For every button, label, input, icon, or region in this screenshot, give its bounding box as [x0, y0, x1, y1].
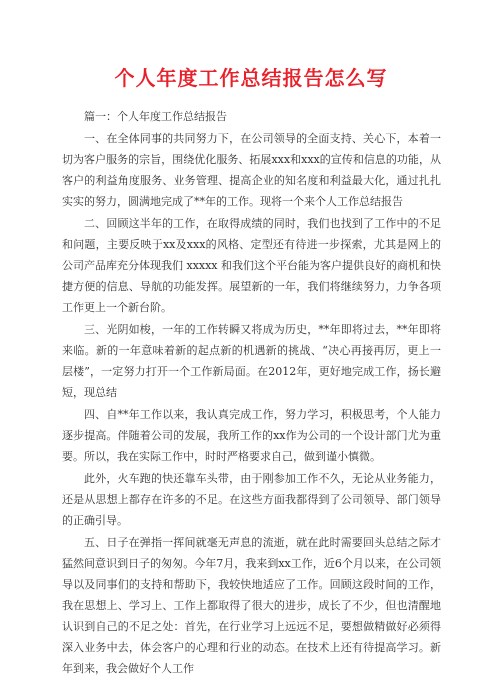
paragraph: 五、日子在弹指一挥间就毫无声息的流逝，就在此时需要回头总结之际才猛然间意识到日子的匆匆。今年7月，我来到xx工作，近6个月以来，在公司领导以及同事们的支持和帮助下，我较快地适应了工作。回顾这段时间的工作，我在思想上、学习上、工作上都取得了很大的进步，成长了不少，但也清醒地认识到自己的不足之处：首先，在行业学习上远远不足，要想做精做好必须得深入业务中去，体会客户的心理和行业的动态。在技术上还有待提高学习。新年到来，我会做好个人工作 [62, 536, 441, 675]
paragraph: 二、回顾这半年的工作，在取得成绩的同时，我们也找到了工作中的不足和问题，主要反映于xx及xxx的风格、定型还有待进一步探索，尤其是网上的公司产品库充分体现我们 xxxxx 和我们这个平台能为客户提供良好的商机和快捷方便的信息、导航的功能发挥。展望新的一年，我们将继续努力，力争各项工作更上一个新台阶。 [62, 217, 442, 314]
paragraph: 三、光阴如梭，一年的工作转瞬又将成为历史，**年即将过去，**年即将来临。新的一年意味着新的起点新的机遇新的挑战、“决心再接再厉，更上一层楼”，一定努力打开一个工作新局面。在2012年，更好地完成工作，扬长避短，现总结 [62, 323, 441, 399]
document-body [62, 106, 441, 680]
paragraph: 此外，火车跑的快还靠车头带，由于刚参加工作不久，无论从业务能力，还是从思想上都存在许多的不足。在这些方面我都得到了公司领导、部门领导的正确引导。 [62, 472, 441, 527]
paragraph: 一、在全体同事的共同努力下，在公司领导的全面支持、关心下，本着一切为客户服务的宗旨，围绕优化服务、拓展xxx和xxx的宣传和信息的功能，从客户的利益角度服务、业务管理、提高企业的知名度和利益最大化，通过扎扎实实的努力，圆满地完成了**年的工作。现将一个来个人工作总结报告 [62, 132, 441, 208]
document-title: 个人年度工作总结报告怎么写 [114, 66, 388, 90]
paragraph: 四、自**年工作以来，我认真完成工作，努力学习，积极思考，个人能力逐步提高。伴随着公司的发展，我所工作的xx作为公司的一个设计部门尤为重要。所以，我在实际工作中，时时严格要求自己，做到谨小慎微。 [62, 408, 441, 463]
paragraph: 篇一：个人年度工作总结报告 [84, 110, 227, 123]
